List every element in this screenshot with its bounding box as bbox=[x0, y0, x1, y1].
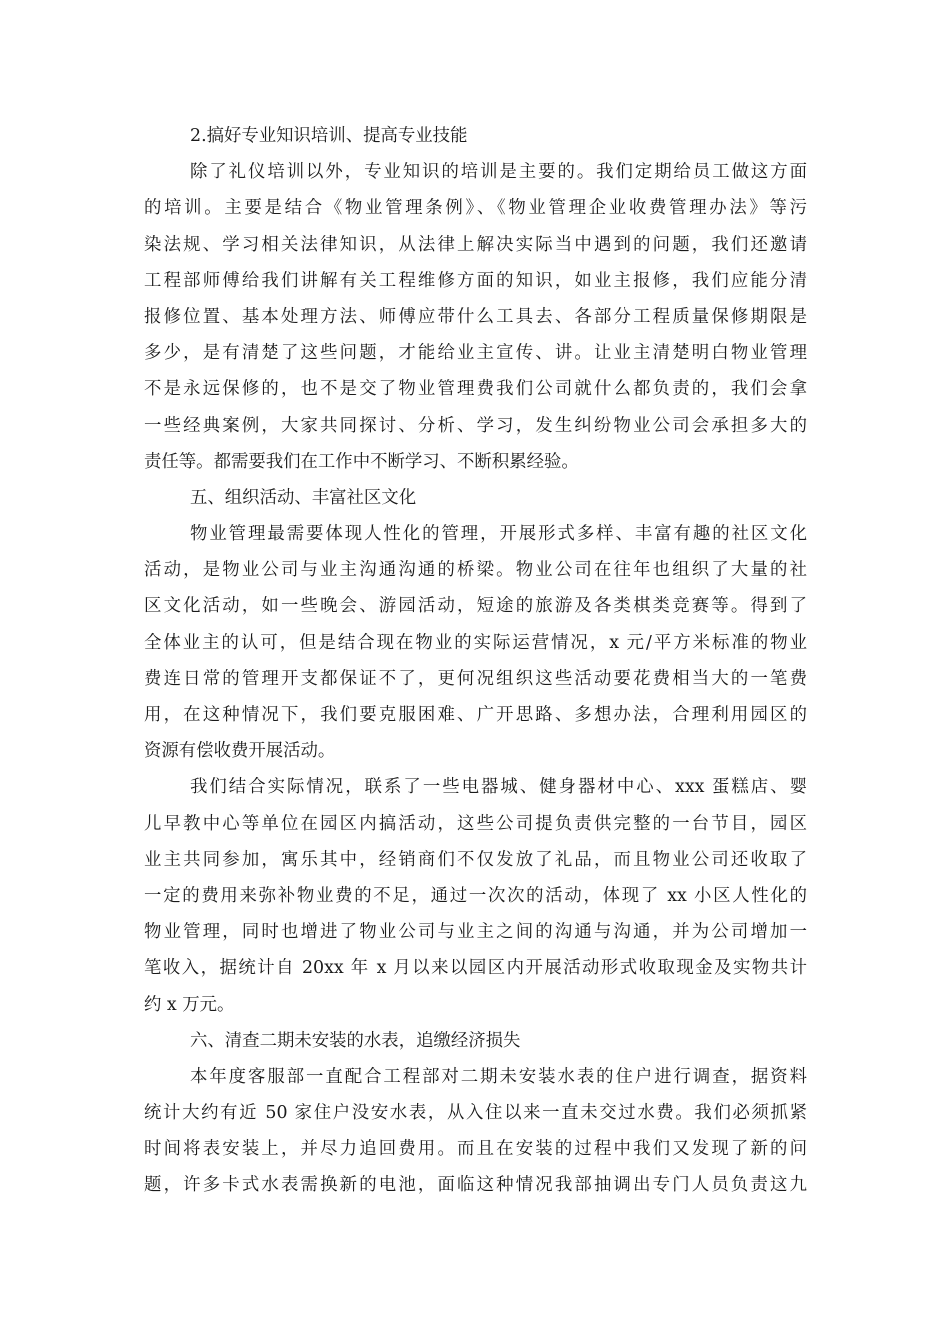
paragraph-line: 责任等。都需要我们在工作中不断学习、不断积累经验。 bbox=[144, 451, 579, 472]
paragraph-line: 费连日常的管理开支都保证不了，更何况组织这些活动要花费相当大的一笔费 bbox=[144, 668, 807, 689]
paragraph-line: 一定的费用来弥补物业费的不足，通过一次次的活动，体现了 xx 小区人性化的 bbox=[144, 885, 807, 906]
paragraph-community-culture bbox=[144, 516, 807, 769]
paragraph-line: 多少，是有清楚了这些问题，才能给业主宣传、讲。让业主清楚明白物业管理 bbox=[144, 343, 807, 364]
paragraph-line: 一些经典案例，大家共同探讨、分析、学习，发生纠纷物业公司会承担多大的 bbox=[144, 415, 807, 436]
paragraph-line: 区文化活动，如一些晚会、游园活动，短途的旅游及各类棋类竞赛等。得到了 bbox=[144, 596, 807, 617]
paragraph-training bbox=[144, 154, 807, 480]
paragraph-line: 统计大约有近 50 家住户没安水表，从入住以来一直未交过水费。我们必须抓紧 bbox=[144, 1103, 807, 1124]
section-heading-2: 2.搞好专业知识培训、提高专业技能 bbox=[190, 126, 468, 146]
paragraph-water-meters bbox=[144, 1059, 807, 1204]
document-page bbox=[144, 118, 807, 1204]
paragraph-line: 不是永远保修的，也不是交了物业管理费我们公司就什么都负责的，我们会拿 bbox=[144, 379, 807, 400]
paragraph-line: 除了礼仪培训以外，专业知识的培训是主要的。我们定期给员工做这方面 bbox=[190, 162, 807, 183]
paragraph-line: 全体业主的认可，但是结合现在物业的实际运营情况，x 元/平方米标准的物业 bbox=[144, 632, 807, 653]
paragraph-line: 约 x 万元。 bbox=[144, 994, 235, 1015]
paragraph-line: 物业管理最需要体现人性化的管理，开展形式多样、丰富有趣的社区文化 bbox=[190, 524, 807, 545]
paragraph-line: 用，在这种情况下，我们要克服困难、广开思路、多想办法，合理利用园区的 bbox=[144, 705, 807, 725]
paragraph-line: 业主共同参加，寓乐其中，经销商们不仅发放了礼品，而且物业公司还收取了 bbox=[144, 849, 807, 870]
paragraph-line: 的培训。主要是结合《物业管理条例》、《物业管理企业收费管理办法》等污 bbox=[144, 198, 807, 219]
paragraph-line: 本年度客服部一直配合工程部对二期未安装水表的住户进行调查，据资料 bbox=[190, 1066, 807, 1087]
paragraph-line: 资源有偿收费开展活动。 bbox=[144, 741, 336, 762]
paragraph-line: 物业管理，同时也增进了物业公司与业主之间的沟通与沟通，并为公司增加一 bbox=[144, 922, 807, 943]
paragraph-line: 染法规、学习相关法律知识，从法律上解决实际当中遇到的问题，我们还邀请 bbox=[144, 234, 807, 255]
paragraph-line: 我们结合实际情况，联系了一些电器城、健身器材中心、xxx 蛋糕店、婴 bbox=[190, 777, 807, 798]
paragraph-line: 活动，是物业公司与业主沟通沟通的桥梁。物业公司在往年也组织了大量的社 bbox=[144, 560, 807, 581]
paragraph-line: 题，许多卡式水表需换新的电池，面临这种情况我部抽调出专门人员负责这九 bbox=[144, 1175, 807, 1196]
paragraph-line: 笔收入，据统计自 20xx 年 x 月以来以园区内开展活动形式收取现金及实物共计 bbox=[144, 958, 807, 979]
section-heading-6: 六、清查二期未安装的水表，追缴经济损失 bbox=[190, 1030, 521, 1051]
paragraph-line: 报修位置、基本处理方法、师傅应带什么工具去、各部分工程质量保修期限是 bbox=[144, 306, 807, 327]
paragraph-line: 时间将表安装上，并尽力追回费用。而且在安装的过程中我们又发现了新的问 bbox=[144, 1139, 807, 1160]
paragraph-line: 工程部师傅给我们讲解有关工程维修方面的知识，如业主报修，我们应能分清 bbox=[144, 270, 807, 291]
paragraph-line: 儿早教中心等单位在园区内搞活动，这些公司提负责供完整的一台节目，园区 bbox=[144, 813, 807, 834]
section-heading-5: 五、组织活动、丰富社区文化 bbox=[190, 487, 417, 508]
paragraph-activities bbox=[144, 769, 807, 1022]
